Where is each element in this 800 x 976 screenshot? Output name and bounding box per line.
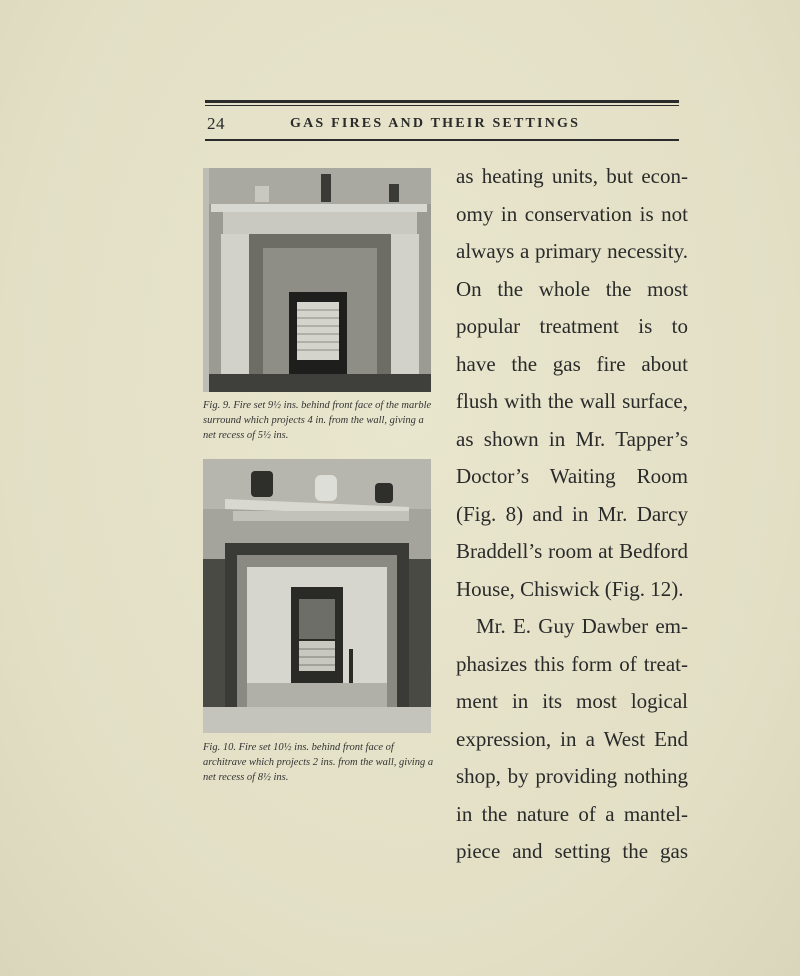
header-rule-bottom: [205, 139, 679, 141]
body-line: (Fig. 8) and in Mr. Darcy: [456, 501, 688, 526]
body-line: Braddell’s room at Bedford: [456, 539, 688, 563]
figure-10-caption: Fig. 10. Fire set 10½ ins. behind front face of architrave which projects 2 ins. from the wall, giving a net recess of 8½ ins.: [203, 742, 434, 783]
body-line: popular treatment is to: [456, 314, 688, 338]
body-line: always a primary necessity.: [456, 239, 688, 263]
body-line: House, Chiswick (Fig. 12).: [456, 576, 684, 601]
body-line: On the whole the most: [456, 276, 688, 301]
body-line: in the nature of a mantel-: [456, 801, 688, 826]
body-line: shop, by providing nothing: [456, 764, 688, 788]
figure-9-caption: Fig. 9. Fire set 9½ ins. behind front face of the marble surround which projects 4 in. from the wall, giving a net recess of 5½ ins.: [203, 400, 432, 441]
body-line: phasizes this form of treat-: [456, 651, 688, 676]
header-rule-thin: [205, 105, 679, 106]
fireplace-architrave-illustration: [203, 459, 431, 733]
body-line: expression, in a West End: [456, 726, 688, 751]
body-line: as shown in Mr. Tapper’s: [456, 426, 688, 451]
body-text-column: [456, 158, 688, 871]
figure-9-photo: [203, 168, 431, 392]
body-line: ment in its most logical: [456, 689, 688, 713]
body-line: piece and setting the gas: [456, 839, 688, 863]
figure-10-photo: [203, 459, 431, 733]
body-line: Doctor’s Waiting Room: [456, 464, 688, 488]
page-number: 24: [207, 114, 225, 133]
body-line: Mr. E. Guy Dawber em-: [476, 614, 688, 638]
running-head: GAS FIRES AND THEIR SETTINGS: [290, 116, 581, 131]
body-line: as heating units, but econ-: [456, 164, 688, 188]
header-rule-thick: [205, 100, 679, 103]
body-line: omy in conservation is not: [456, 201, 688, 226]
fireplace-marble-surround-illustration: [203, 168, 431, 392]
body-line: flush with the wall surface,: [456, 389, 688, 413]
body-line: have the gas fire about: [456, 351, 688, 376]
